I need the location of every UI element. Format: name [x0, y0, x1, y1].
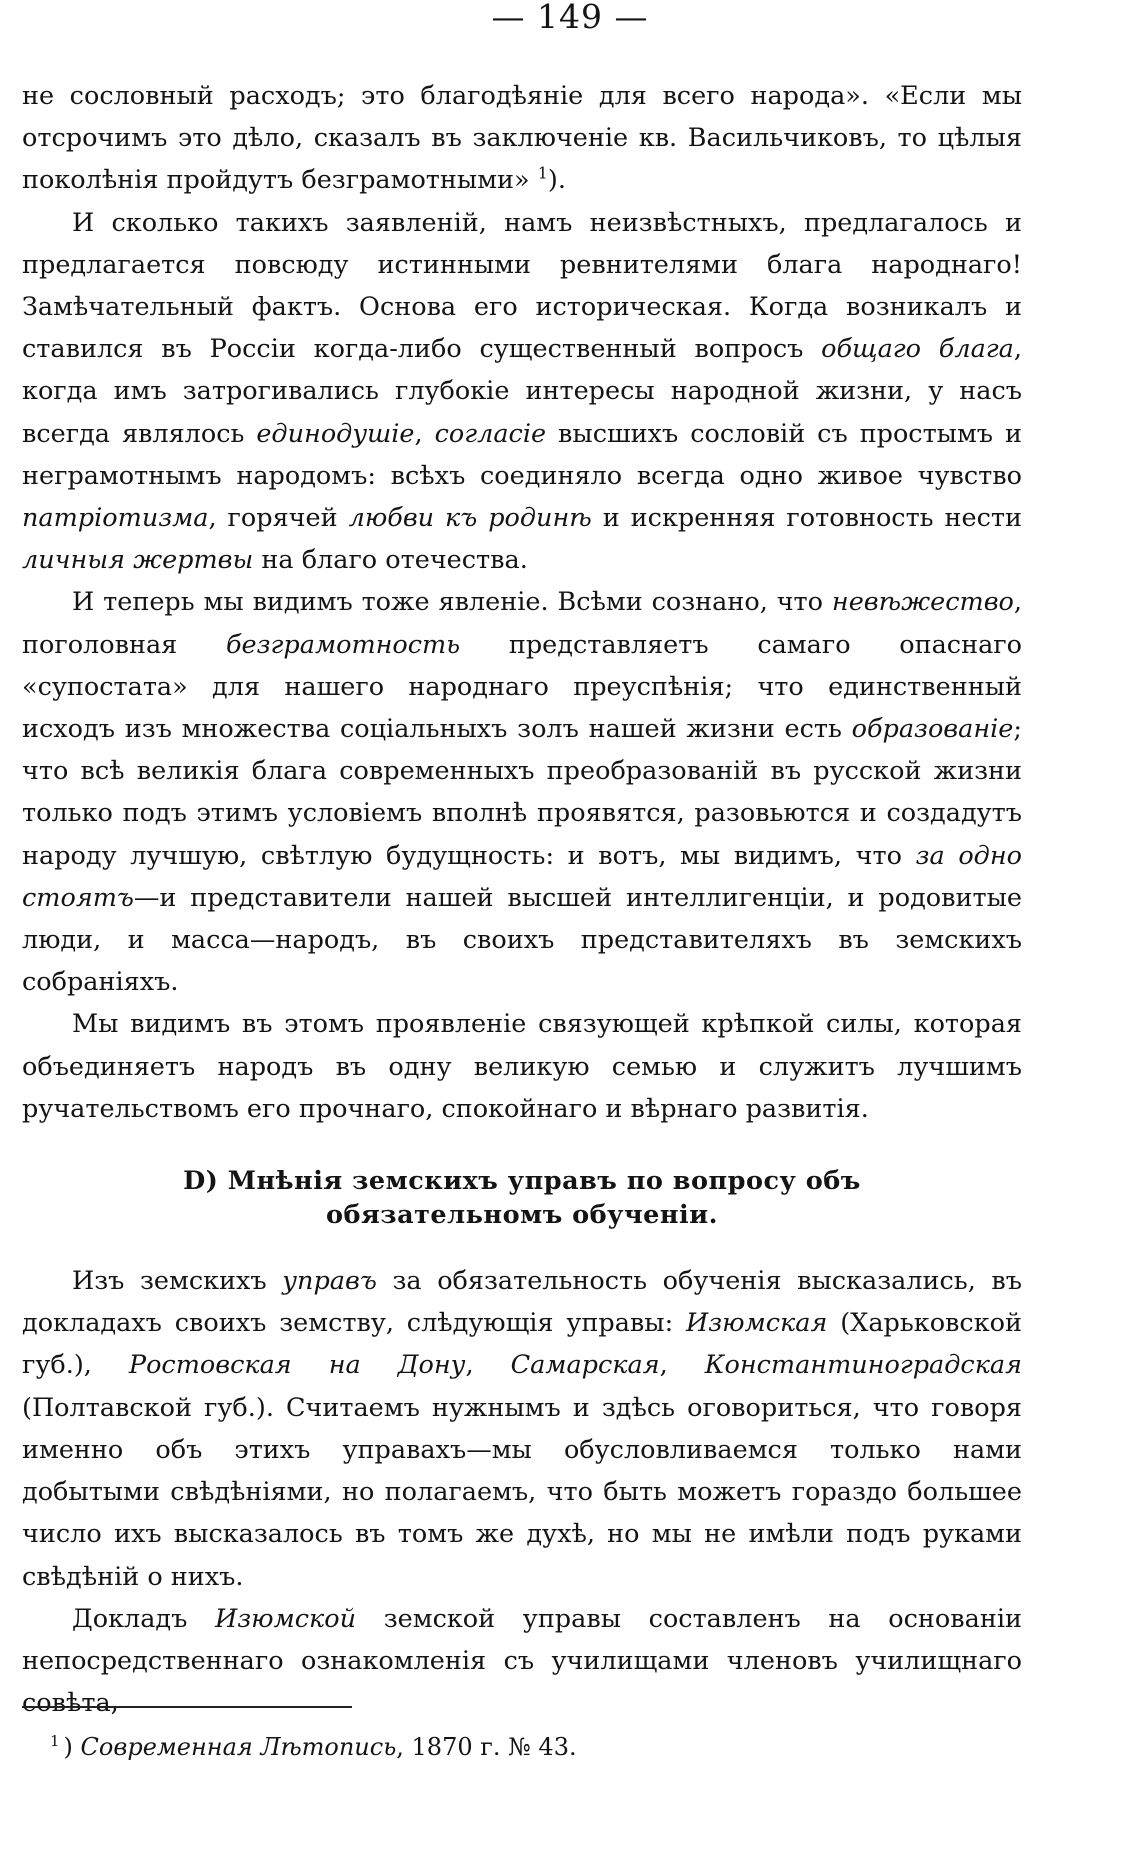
italic-phrase: Самарская [510, 1350, 660, 1381]
footnote [50, 1730, 1000, 1764]
paragraphs-before-heading [22, 75, 1022, 1130]
footnote-text [64, 1733, 577, 1761]
text-run: И теперь мы видимъ тоже явленіе. Всѣми сознано, что [72, 587, 832, 618]
italic-phrase: патріотизма [22, 503, 209, 534]
paragraph-p2 [22, 202, 1022, 582]
text-run: , поголовная [22, 587, 1022, 660]
text-run: Мы видимъ въ этомъ проявленіе связующей крѣпкой силы, которая объединяетъ народъ въ одну великую семью и служитъ лучшимъ ручательствомъ его прочнаго, спокойнаго и вѣрнаго развитія. [22, 1009, 1022, 1124]
italic-phrase: Изюмская [686, 1308, 828, 1339]
text-run: (Полтавской губ.). Считаемъ нужнымъ и здѣсь оговориться, что говоря именно объ этихъ управахъ—мы обусловливаемся только нами добытыми свѣдѣніями, но полагаемъ, что быть можетъ гораздо большее число ихъ высказалось въ томъ же духѣ, но мы не имѣли подъ руками свѣдѣній о нихъ. [22, 1392, 1022, 1592]
italic-phrase: Константиноградская [704, 1350, 1023, 1381]
text-run: и искренняя готовность нести [591, 503, 1022, 534]
italic-phrase: Ростовская на Дону [128, 1350, 466, 1381]
paragraphs-after-heading [22, 1260, 1022, 1724]
italic-phrase: единодушіе [256, 418, 415, 449]
text-run: ) [63, 1733, 81, 1761]
section-heading: D) Мнѣнія земскихъ управъ по вопросу объ обязательномъ обученіи. [183, 1166, 861, 1231]
text-run: не сословный расходъ; это благодѣяніе для всего народа». «Если мы отсрочимъ это дѣло, сказалъ въ заключеніе кв. Васильчиковъ, то цѣлыя поколѣнія пройдутъ безграмотными» [22, 81, 1022, 196]
text-run: , горячей [208, 503, 349, 534]
text-run: ). [547, 165, 566, 196]
text-run: представляетъ самаго опаснаго «супостата» для нашего народнаго преуспѣнія; что единственный исходъ изъ множества соціальныхъ золъ нашей жизни есть [22, 629, 1023, 745]
footnote-reference: 1 [537, 163, 548, 183]
text-run: высшихъ сословій съ простымъ и неграмотнымъ народомъ: всѣхъ соединяло всегда одно живое чувство [22, 418, 1022, 491]
italic-phrase: за одно стоятъ [22, 840, 1022, 913]
text-run: земской управы составленъ на основаніи непосредственнаго ознакомленія съ училищами членовъ училищнаго совѣта, [22, 1603, 1022, 1719]
text-run: за обязательность обученія высказались, въ докладахъ своихъ земству, слѣдующія управы: [22, 1266, 1022, 1339]
text-run: , когда имъ затрогивались глубокіе интересы народной жизни, у насъ всегда являлось [22, 334, 1022, 449]
text-run: —и представители нашей высшей интеллигенціи, и родовитые люди, и масса—народъ, въ своихъ представителяхъ въ земскихъ собраніяхъ. [22, 882, 1022, 998]
text-run: на благо отечества. [253, 545, 528, 576]
body-text [22, 75, 1022, 1724]
italic-phrase: личныя жертвы [22, 545, 254, 576]
text-run: (Харьковской губ.), [22, 1308, 1022, 1381]
italic-phrase: Изюмской [215, 1603, 357, 1634]
text-run: , 1870 г. № 43. [396, 1733, 577, 1761]
footnote-divider [22, 1706, 352, 1708]
text-run: , [414, 418, 435, 449]
italic-phrase: согласіе [434, 418, 547, 449]
italic-phrase: общаго блага [821, 334, 1014, 365]
paragraph-p3 [22, 581, 1022, 1003]
italic-phrase: безграмотность [225, 629, 461, 660]
paragraph-p5 [22, 1260, 1022, 1598]
text-run: Изъ земскихъ [72, 1266, 283, 1297]
text-run: Докладъ [72, 1603, 216, 1634]
paragraph-p1 [22, 75, 1022, 202]
italic-phrase: любви къ родинѣ [348, 503, 592, 534]
page-number: — 149 — [491, 0, 649, 36]
paragraph-p4 [22, 1003, 1022, 1130]
text-run: И сколько такихъ заявленій, намъ неизвѣстныхъ, предлагалось и предлагается повсюду истинными ревнителями блага народнаго! Замѣчательный фактъ. Основа его историческая. Когда возникалъ и ставился въ Россіи когда-либо существенный вопросъ [22, 207, 1022, 365]
footnote-mark: 1 [50, 1732, 60, 1750]
italic-phrase: образованіе [851, 714, 1014, 745]
text-run: , [465, 1350, 511, 1381]
italic-phrase: управъ [282, 1266, 377, 1297]
italic-phrase: Современная Лѣтопись [80, 1733, 397, 1761]
text-run: , [659, 1350, 705, 1381]
text-run: ; что всѣ великія блага современныхъ преобразованій въ русской жизни только подъ этимъ условіемъ вполнѣ проявятся, разовьются и создадутъ народу лучшую, свѣтлую будущность: и вотъ, мы видимъ, что [22, 714, 1022, 871]
italic-phrase: невѣжество [831, 587, 1014, 618]
